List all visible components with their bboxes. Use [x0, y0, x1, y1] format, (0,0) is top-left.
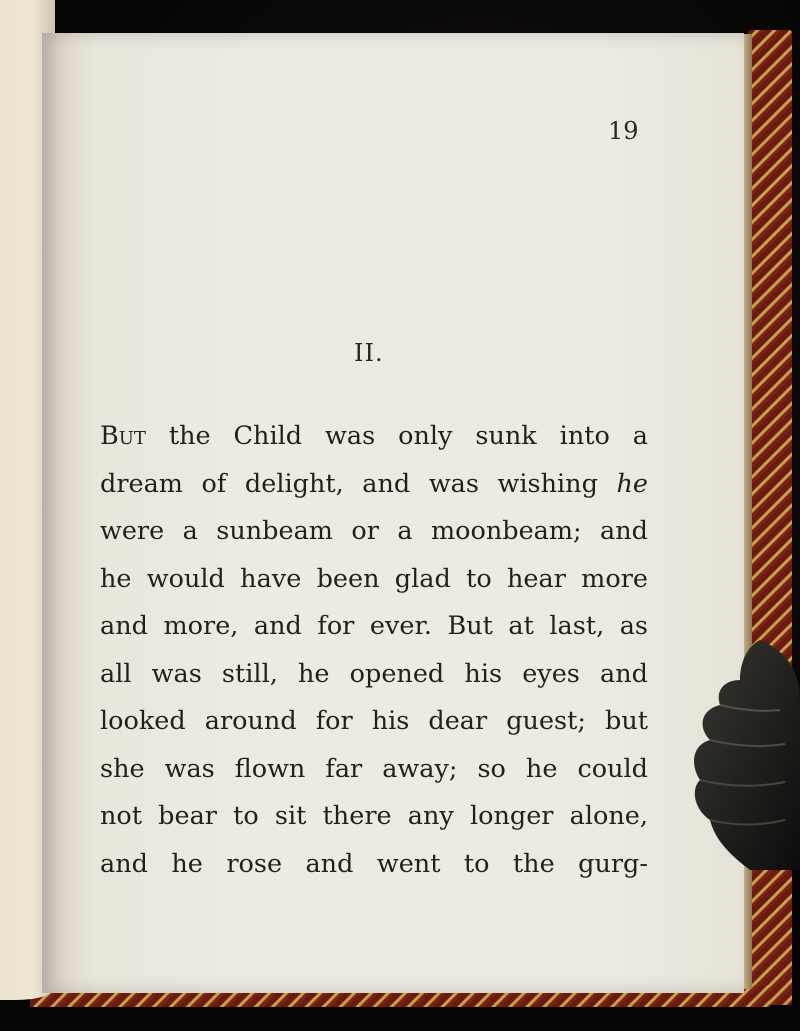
text-line: were a sunbeam or a moonbeam; and — [100, 516, 648, 546]
text-line: looked around for his dear guest; but — [100, 706, 648, 736]
text-line: all was still, he opened his eyes and — [100, 658, 648, 689]
text-line: he would have been glad to hear more — [100, 563, 648, 594]
text-line: and more, and for ever. But at last, as — [100, 611, 648, 641]
text-line: dream of delight, and was wishing he — [100, 468, 648, 499]
text-line: she was flown far away; so he could — [100, 753, 648, 784]
text-line: not bear to sit there any longer alone, — [100, 801, 648, 831]
text-line: and he rose and went to the gurg- — [100, 848, 648, 879]
chapter-heading: II. — [354, 339, 384, 367]
body-text — [100, 413, 648, 888]
gloved-hand — [690, 640, 800, 870]
page-number: 19 — [608, 117, 639, 145]
show-through-text — [102, 218, 682, 394]
text-line: But the Child was only sunk into a — [100, 421, 648, 451]
book-page — [42, 33, 744, 993]
